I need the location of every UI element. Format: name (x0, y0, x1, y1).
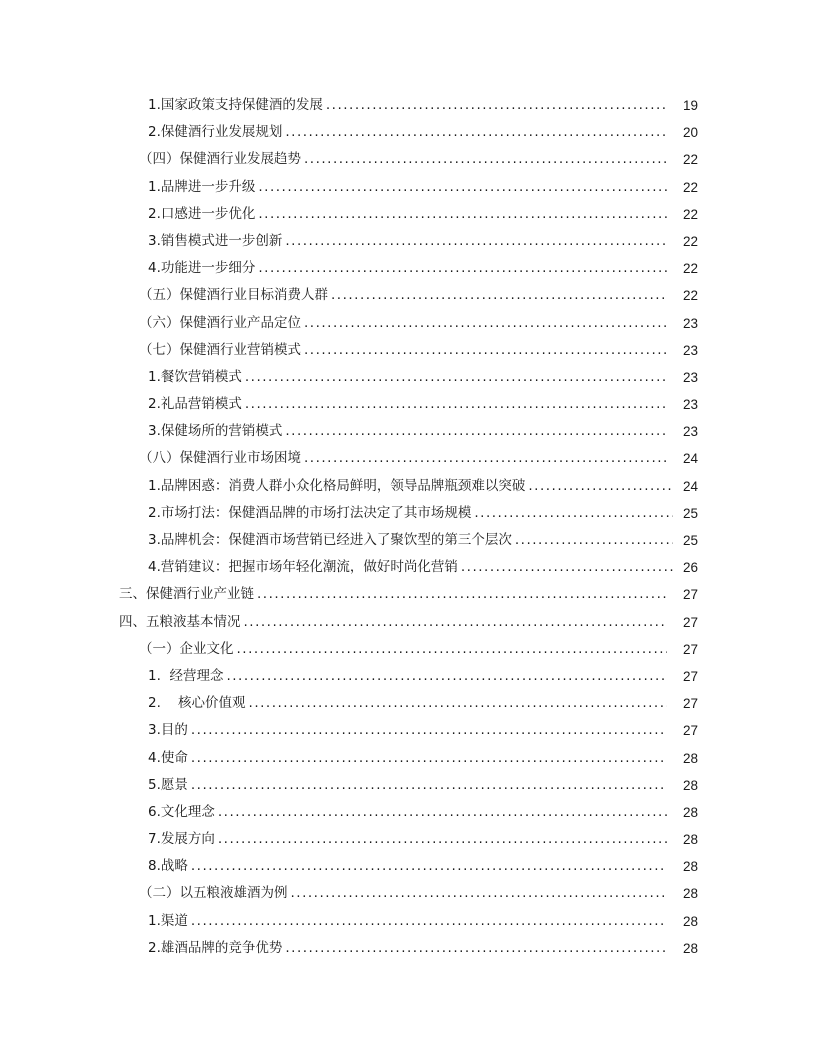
toc-entry-title: （七）保健酒行业营销模式 (139, 341, 301, 358)
toc-page-number: 25 (682, 533, 698, 548)
toc-leader-dots (245, 364, 667, 391)
toc-page-number: 23 (682, 315, 698, 331)
toc-entry[interactable] (0, 473, 698, 500)
toc-entry-title: 2.礼品营销模式 (148, 396, 242, 413)
toc-leader-dots (191, 853, 667, 880)
toc-entry-title: 1.国家政策支持保健酒的发展 (148, 97, 323, 113)
toc-entry-title: 2.市场打法：保健酒品牌的市场打法决定了其市场规模 (148, 504, 472, 521)
toc-entry[interactable] (0, 282, 698, 309)
toc-leader-dots (226, 663, 667, 690)
toc-entry[interactable] (0, 92, 698, 119)
toc-leader-dots (304, 445, 667, 472)
toc-page-number: 22 (682, 179, 698, 195)
toc-entry[interactable] (0, 717, 698, 744)
toc-leader-dots (528, 473, 673, 500)
toc-entry-title: 3.销售模式进一步创新 (148, 232, 283, 249)
toc-page-number: 28 (682, 777, 698, 793)
toc-entry[interactable] (0, 799, 698, 826)
toc-entry-title: 3.品牌机会：保健酒市场营销已经进入了聚饮型的第三个层次 (148, 532, 512, 548)
toc-leader-dots (244, 609, 668, 636)
toc-leader-dots (291, 880, 668, 907)
toc-leader-dots (191, 908, 667, 935)
toc-page-number: 26 (682, 560, 698, 576)
toc-leader-dots (304, 337, 667, 364)
table-of-contents (0, 92, 816, 962)
toc-entry-title: 四、五粮液基本情况 (119, 613, 241, 630)
toc-leader-dots (461, 554, 673, 581)
toc-leader-dots (515, 527, 673, 554)
toc-entry-title: 2.口感进一步优化 (148, 205, 256, 222)
toc-entry-title: （五）保健酒行业目标消费人群 (139, 287, 328, 304)
toc-leader-dots (237, 636, 668, 663)
toc-entry[interactable] (0, 201, 698, 228)
toc-page-number: 27 (682, 587, 698, 603)
toc-page-number: 24 (682, 451, 698, 467)
toc-entry[interactable] (0, 255, 698, 282)
toc-entry[interactable] (0, 772, 698, 799)
toc-entry[interactable] (0, 581, 698, 608)
toc-entry-title: （八）保健酒行业市场困境 (139, 450, 301, 467)
toc-page-number: 20 (682, 125, 698, 141)
toc-page-number: 19 (682, 98, 698, 113)
toc-leader-dots (474, 500, 673, 527)
toc-entry[interactable] (0, 527, 698, 554)
toc-page-number: 27 (682, 723, 698, 739)
toc-page-number: 28 (682, 859, 698, 875)
toc-leader-dots (285, 418, 667, 445)
toc-entry-title: 1.品牌进一步升级 (148, 178, 256, 195)
toc-page-number: 28 (682, 804, 698, 820)
toc-page-number: 27 (682, 696, 698, 712)
toc-entry-title: 3.保健场所的营销模式 (148, 423, 283, 440)
toc-entry[interactable] (0, 310, 698, 337)
toc-page-number: 27 (682, 668, 698, 684)
toc-leader-dots (257, 581, 667, 608)
toc-leader-dots (218, 799, 667, 826)
toc-leader-dots (191, 717, 667, 744)
toc-page-number: 28 (682, 940, 698, 956)
toc-entry-title: 3.目的 (148, 722, 188, 739)
toc-entry-title: 4.营销建议：把握市场年轻化潮流，做好时尚化营销 (148, 559, 458, 576)
toc-page-number: 22 (682, 152, 698, 168)
toc-entry-title: 8.战略 (148, 858, 188, 875)
toc-leader-dots (304, 146, 667, 173)
toc-page-number: 22 (682, 233, 698, 249)
toc-page-number: 22 (682, 288, 698, 304)
toc-entry[interactable] (0, 935, 698, 962)
toc-entry-title: 4.功能进一步细分 (148, 260, 256, 277)
toc-entry[interactable] (0, 554, 698, 581)
toc-page-number: 23 (682, 369, 698, 385)
toc-leader-dots (285, 935, 667, 962)
toc-entry[interactable] (0, 174, 698, 201)
toc-leader-dots (326, 92, 667, 119)
toc-entry-title: 4.使命 (148, 749, 188, 766)
toc-entry[interactable] (0, 908, 698, 935)
toc-leader-dots (218, 826, 667, 853)
toc-page-number: 27 (682, 641, 698, 657)
toc-entry-title: 5.愿景 (148, 776, 188, 793)
toc-entry-title: （二）以五粮液雄酒为例 (139, 885, 288, 902)
toc-page-number: 22 (682, 206, 698, 222)
toc-entry[interactable] (0, 745, 698, 772)
toc-entry[interactable] (0, 337, 698, 364)
toc-leader-dots (285, 228, 667, 255)
toc-entry[interactable] (0, 609, 698, 636)
toc-page-number: 28 (682, 913, 698, 929)
toc-entry-title: 1.渠道 (148, 912, 188, 929)
toc-page-number: 28 (682, 832, 698, 848)
toc-leader-dots (191, 745, 667, 772)
toc-entry-title: （一）企业文化 (139, 640, 234, 657)
toc-entry[interactable] (0, 880, 698, 907)
toc-entry[interactable] (0, 418, 698, 445)
toc-page-number: 22 (682, 261, 698, 277)
toc-entry-title: 1. 经营理念 (148, 667, 224, 684)
toc-page-number: 28 (682, 886, 698, 902)
toc-entry[interactable] (0, 853, 698, 880)
toc-leader-dots (249, 690, 667, 717)
toc-entry-title: 1.品牌困惑：消费人群小众化格局鲜明，领导品牌瓶颈难以突破 (148, 477, 526, 494)
toc-page-number: 23 (682, 342, 698, 358)
toc-entry[interactable] (0, 636, 698, 663)
toc-entry-title: 2.雄酒品牌的竞争优势 (148, 939, 283, 956)
toc-leader-dots (258, 201, 667, 228)
toc-leader-dots (245, 391, 667, 418)
toc-entry-title: 2. 核心价值观 (148, 695, 246, 712)
toc-page-number: 28 (682, 750, 698, 766)
toc-entry-title: 6.文化理念 (148, 803, 215, 820)
toc-page-number: 25 (682, 505, 698, 521)
toc-entry[interactable] (0, 663, 698, 690)
toc-entry[interactable] (0, 445, 698, 472)
toc-entry-title: （六）保健酒行业产品定位 (139, 314, 301, 331)
toc-entry-title: 1.餐饮营销模式 (148, 368, 242, 385)
toc-entry[interactable] (0, 228, 698, 255)
toc-leader-dots (285, 119, 667, 146)
toc-leader-dots (191, 772, 667, 799)
toc-page-number: 27 (682, 614, 698, 630)
toc-entry-title: 三、保健酒行业产业链 (119, 586, 254, 603)
toc-entry[interactable] (0, 391, 698, 418)
toc-entry[interactable] (0, 146, 698, 173)
toc-entry[interactable] (0, 500, 698, 527)
toc-entry[interactable] (0, 364, 698, 391)
toc-entry[interactable] (0, 690, 698, 717)
toc-leader-dots (331, 282, 667, 309)
toc-entry[interactable] (0, 119, 698, 146)
toc-leader-dots (258, 174, 667, 201)
toc-page-number: 23 (682, 397, 698, 413)
toc-entry-title: 7.发展方向 (148, 831, 215, 848)
toc-entry[interactable] (0, 826, 698, 853)
toc-leader-dots (258, 255, 667, 282)
toc-page-number: 24 (682, 478, 698, 494)
toc-page-number: 23 (682, 424, 698, 440)
toc-entry-title: 2.保健酒行业发展规划 (148, 124, 283, 141)
toc-entry-title: （四）保健酒行业发展趋势 (139, 151, 301, 168)
toc-leader-dots (304, 310, 667, 337)
